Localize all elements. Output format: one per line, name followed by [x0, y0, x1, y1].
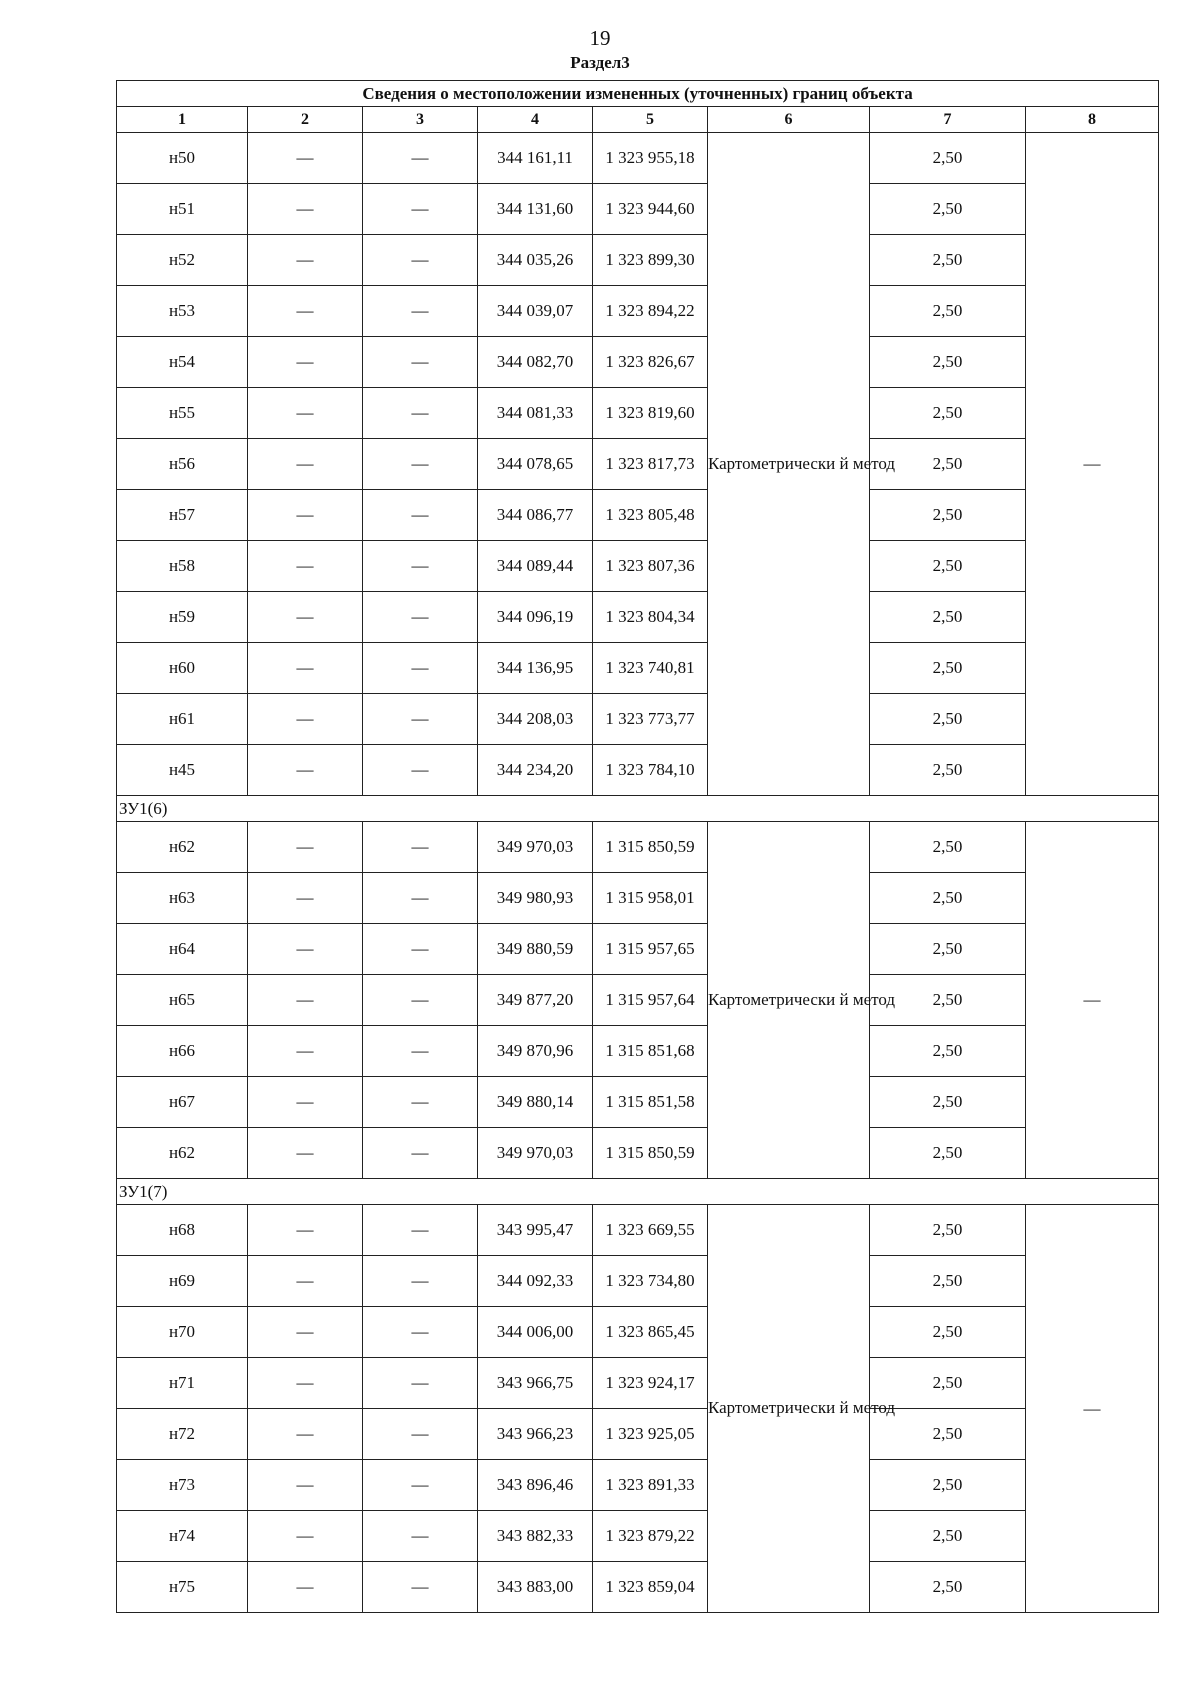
column-3-cell: —	[363, 1409, 478, 1460]
x-coordinate-cell: 344 081,33	[478, 388, 593, 439]
accuracy-cell: 2,50	[870, 745, 1026, 796]
y-coordinate-cell: 1 323 924,17	[593, 1358, 708, 1409]
column-2-cell: —	[248, 235, 363, 286]
point-cell: н75	[117, 1562, 248, 1613]
accuracy-cell: 2,50	[870, 337, 1026, 388]
column-number: 6	[708, 107, 870, 133]
y-coordinate-cell: 1 323 817,73	[593, 439, 708, 490]
column-3-cell: —	[363, 184, 478, 235]
group-row	[117, 796, 1159, 822]
point-cell: н69	[117, 1256, 248, 1307]
column-2-cell: —	[248, 1358, 363, 1409]
accuracy-cell: 2,50	[870, 1307, 1026, 1358]
accuracy-cell: 2,50	[870, 541, 1026, 592]
column-2-cell: —	[248, 1409, 363, 1460]
table-row	[117, 822, 1159, 873]
x-coordinate-cell: 343 882,33	[478, 1511, 593, 1562]
y-coordinate-cell: 1 323 894,22	[593, 286, 708, 337]
column-3-cell: —	[363, 745, 478, 796]
column-2-cell: —	[248, 1077, 363, 1128]
point-cell: н56	[117, 439, 248, 490]
table-row	[117, 286, 1159, 337]
coordinates-table	[116, 80, 1159, 1613]
x-coordinate-cell: 344 096,19	[478, 592, 593, 643]
y-coordinate-cell: 1 323 944,60	[593, 184, 708, 235]
column-number-row	[117, 107, 1159, 133]
x-coordinate-cell: 349 870,96	[478, 1026, 593, 1077]
y-coordinate-cell: 1 323 955,18	[593, 133, 708, 184]
y-coordinate-cell: 1 323 784,10	[593, 745, 708, 796]
column-2-cell: —	[248, 1128, 363, 1179]
table-row	[117, 643, 1159, 694]
group-label: ЗУ1(6)	[117, 796, 1159, 822]
y-coordinate-cell: 1 315 850,59	[593, 822, 708, 873]
accuracy-cell: 2,50	[870, 1511, 1026, 1562]
accuracy-cell: 2,50	[870, 184, 1026, 235]
accuracy-cell: 2,50	[870, 694, 1026, 745]
x-coordinate-cell: 344 136,95	[478, 643, 593, 694]
table-row	[117, 975, 1159, 1026]
x-coordinate-cell: 343 995,47	[478, 1205, 593, 1256]
x-coordinate-cell: 343 966,75	[478, 1358, 593, 1409]
column-3-cell: —	[363, 873, 478, 924]
column-3-cell: —	[363, 1128, 478, 1179]
column-2-cell: —	[248, 592, 363, 643]
column-3-cell: —	[363, 1205, 478, 1256]
table-row	[117, 694, 1159, 745]
column-number: 4	[478, 107, 593, 133]
column-2-cell: —	[248, 1256, 363, 1307]
x-coordinate-cell: 349 970,03	[478, 822, 593, 873]
y-coordinate-cell: 1 323 819,60	[593, 388, 708, 439]
accuracy-cell: 2,50	[870, 1128, 1026, 1179]
point-cell: н59	[117, 592, 248, 643]
table-row	[117, 1511, 1159, 1562]
table-row	[117, 1562, 1159, 1613]
table-row	[117, 745, 1159, 796]
column-number: 8	[1026, 107, 1159, 133]
column-2-cell: —	[248, 184, 363, 235]
point-cell: н60	[117, 643, 248, 694]
x-coordinate-cell: 344 208,03	[478, 694, 593, 745]
point-cell: н45	[117, 745, 248, 796]
point-cell: н70	[117, 1307, 248, 1358]
x-coordinate-cell: 343 883,00	[478, 1562, 593, 1613]
column-2-cell: —	[248, 873, 363, 924]
y-coordinate-cell: 1 315 851,58	[593, 1077, 708, 1128]
y-coordinate-cell: 1 315 851,68	[593, 1026, 708, 1077]
column-2-cell: —	[248, 924, 363, 975]
column-2-cell: —	[248, 745, 363, 796]
column-3-cell: —	[363, 1307, 478, 1358]
column-3-cell: —	[363, 1562, 478, 1613]
table-row	[117, 133, 1159, 184]
accuracy-cell: 2,50	[870, 873, 1026, 924]
column-2-cell: —	[248, 439, 363, 490]
column-3-cell: —	[363, 286, 478, 337]
x-coordinate-cell: 349 880,59	[478, 924, 593, 975]
point-cell: н55	[117, 388, 248, 439]
point-cell: н58	[117, 541, 248, 592]
column-number: 5	[593, 107, 708, 133]
column-3-cell: —	[363, 439, 478, 490]
table-row	[117, 1460, 1159, 1511]
y-coordinate-cell: 1 315 958,01	[593, 873, 708, 924]
point-cell: н57	[117, 490, 248, 541]
y-coordinate-cell: 1 323 859,04	[593, 1562, 708, 1613]
column-2-cell: —	[248, 1205, 363, 1256]
accuracy-cell: 2,50	[870, 1460, 1026, 1511]
point-cell: н53	[117, 286, 248, 337]
accuracy-cell: 2,50	[870, 975, 1026, 1026]
point-cell: н51	[117, 184, 248, 235]
point-cell: н52	[117, 235, 248, 286]
accuracy-cell: 2,50	[870, 1205, 1026, 1256]
point-cell: н66	[117, 1026, 248, 1077]
y-coordinate-cell: 1 323 773,77	[593, 694, 708, 745]
table-row	[117, 337, 1159, 388]
x-coordinate-cell: 344 082,70	[478, 337, 593, 388]
column-3-cell: —	[363, 133, 478, 184]
column-3-cell: —	[363, 924, 478, 975]
column-8-cell: —	[1026, 133, 1159, 796]
column-2-cell: —	[248, 1460, 363, 1511]
table-row	[117, 490, 1159, 541]
table-row	[117, 1409, 1159, 1460]
column-2-cell: —	[248, 643, 363, 694]
accuracy-cell: 2,50	[870, 235, 1026, 286]
column-3-cell: —	[363, 490, 478, 541]
accuracy-cell: 2,50	[870, 1358, 1026, 1409]
x-coordinate-cell: 344 089,44	[478, 541, 593, 592]
y-coordinate-cell: 1 315 957,64	[593, 975, 708, 1026]
column-3-cell: —	[363, 337, 478, 388]
accuracy-cell: 2,50	[870, 133, 1026, 184]
point-cell: н64	[117, 924, 248, 975]
accuracy-cell: 2,50	[870, 286, 1026, 337]
column-3-cell: —	[363, 643, 478, 694]
column-3-cell: —	[363, 1358, 478, 1409]
y-coordinate-cell: 1 323 669,55	[593, 1205, 708, 1256]
accuracy-cell: 2,50	[870, 1562, 1026, 1613]
y-coordinate-cell: 1 323 740,81	[593, 643, 708, 694]
accuracy-cell: 2,50	[870, 643, 1026, 694]
section-title: Раздел3	[570, 53, 630, 72]
x-coordinate-cell: 343 966,23	[478, 1409, 593, 1460]
x-coordinate-cell: 344 234,20	[478, 745, 593, 796]
column-3-cell: —	[363, 235, 478, 286]
x-coordinate-cell: 344 039,07	[478, 286, 593, 337]
x-coordinate-cell: 344 035,26	[478, 235, 593, 286]
column-2-cell: —	[248, 822, 363, 873]
point-cell: н74	[117, 1511, 248, 1562]
column-3-cell: —	[363, 1460, 478, 1511]
y-coordinate-cell: 1 323 804,34	[593, 592, 708, 643]
column-2-cell: —	[248, 1307, 363, 1358]
column-number: 3	[363, 107, 478, 133]
column-3-cell: —	[363, 694, 478, 745]
column-3-cell: —	[363, 541, 478, 592]
column-2-cell: —	[248, 1562, 363, 1613]
column-3-cell: —	[363, 1256, 478, 1307]
y-coordinate-cell: 1 315 957,65	[593, 924, 708, 975]
column-2-cell: —	[248, 133, 363, 184]
accuracy-cell: 2,50	[870, 1026, 1026, 1077]
y-coordinate-cell: 1 323 826,67	[593, 337, 708, 388]
table-row	[117, 873, 1159, 924]
point-cell: н68	[117, 1205, 248, 1256]
column-number: 7	[870, 107, 1026, 133]
x-coordinate-cell: 344 078,65	[478, 439, 593, 490]
column-2-cell: —	[248, 286, 363, 337]
accuracy-cell: 2,50	[870, 822, 1026, 873]
table-row	[117, 1128, 1159, 1179]
page-number: 19	[589, 26, 611, 50]
x-coordinate-cell: 344 092,33	[478, 1256, 593, 1307]
column-3-cell: —	[363, 592, 478, 643]
x-coordinate-cell: 349 980,93	[478, 873, 593, 924]
y-coordinate-cell: 1 323 865,45	[593, 1307, 708, 1358]
table-row	[117, 924, 1159, 975]
column-3-cell: —	[363, 1077, 478, 1128]
column-2-cell: —	[248, 975, 363, 1026]
accuracy-cell: 2,50	[870, 439, 1026, 490]
group-label: ЗУ1(7)	[117, 1179, 1159, 1205]
accuracy-cell: 2,50	[870, 490, 1026, 541]
point-cell: н50	[117, 133, 248, 184]
column-number: 2	[248, 107, 363, 133]
point-cell: н62	[117, 822, 248, 873]
table-row	[117, 184, 1159, 235]
accuracy-cell: 2,50	[870, 592, 1026, 643]
x-coordinate-cell: 344 161,11	[478, 133, 593, 184]
y-coordinate-cell: 1 323 807,36	[593, 541, 708, 592]
column-2-cell: —	[248, 388, 363, 439]
column-8-cell: —	[1026, 1205, 1159, 1613]
x-coordinate-cell: 344 086,77	[478, 490, 593, 541]
x-coordinate-cell: 343 896,46	[478, 1460, 593, 1511]
column-2-cell: —	[248, 490, 363, 541]
table-row	[117, 592, 1159, 643]
point-cell: н72	[117, 1409, 248, 1460]
column-2-cell: —	[248, 541, 363, 592]
column-2-cell: —	[248, 1511, 363, 1562]
column-3-cell: —	[363, 975, 478, 1026]
accuracy-cell: 2,50	[870, 388, 1026, 439]
column-2-cell: —	[248, 337, 363, 388]
table-row	[117, 388, 1159, 439]
column-3-cell: —	[363, 1511, 478, 1562]
point-cell: н65	[117, 975, 248, 1026]
table-title: Сведения о местоположении измененных (уточненных) границ объекта	[117, 81, 1159, 107]
table-row	[117, 541, 1159, 592]
table-row	[117, 235, 1159, 286]
point-cell: н62	[117, 1128, 248, 1179]
point-cell: н73	[117, 1460, 248, 1511]
y-coordinate-cell: 1 323 734,80	[593, 1256, 708, 1307]
table-row	[117, 1307, 1159, 1358]
y-coordinate-cell: 1 323 805,48	[593, 490, 708, 541]
column-2-cell: —	[248, 694, 363, 745]
method-cell: Картометрически й метод	[708, 133, 870, 796]
column-2-cell: —	[248, 1026, 363, 1077]
table-row	[117, 1026, 1159, 1077]
table-row	[117, 1358, 1159, 1409]
table-row	[117, 1256, 1159, 1307]
accuracy-cell: 2,50	[870, 1409, 1026, 1460]
method-cell: Картометрически й метод	[708, 1205, 870, 1613]
table-row	[117, 1077, 1159, 1128]
y-coordinate-cell: 1 315 850,59	[593, 1128, 708, 1179]
column-8-cell: —	[1026, 822, 1159, 1179]
y-coordinate-cell: 1 323 891,33	[593, 1460, 708, 1511]
x-coordinate-cell: 349 880,14	[478, 1077, 593, 1128]
table-row	[117, 1205, 1159, 1256]
y-coordinate-cell: 1 323 925,05	[593, 1409, 708, 1460]
y-coordinate-cell: 1 323 899,30	[593, 235, 708, 286]
column-3-cell: —	[363, 388, 478, 439]
point-cell: н71	[117, 1358, 248, 1409]
point-cell: н61	[117, 694, 248, 745]
point-cell: н54	[117, 337, 248, 388]
method-cell: Картометрически й метод	[708, 822, 870, 1179]
accuracy-cell: 2,50	[870, 1077, 1026, 1128]
point-cell: н67	[117, 1077, 248, 1128]
column-3-cell: —	[363, 1026, 478, 1077]
x-coordinate-cell: 349 877,20	[478, 975, 593, 1026]
y-coordinate-cell: 1 323 879,22	[593, 1511, 708, 1562]
column-3-cell: —	[363, 822, 478, 873]
column-number: 1	[117, 107, 248, 133]
x-coordinate-cell: 344 006,00	[478, 1307, 593, 1358]
accuracy-cell: 2,50	[870, 1256, 1026, 1307]
accuracy-cell: 2,50	[870, 924, 1026, 975]
table-row	[117, 439, 1159, 490]
point-cell: н63	[117, 873, 248, 924]
x-coordinate-cell: 349 970,03	[478, 1128, 593, 1179]
group-row	[117, 1179, 1159, 1205]
x-coordinate-cell: 344 131,60	[478, 184, 593, 235]
